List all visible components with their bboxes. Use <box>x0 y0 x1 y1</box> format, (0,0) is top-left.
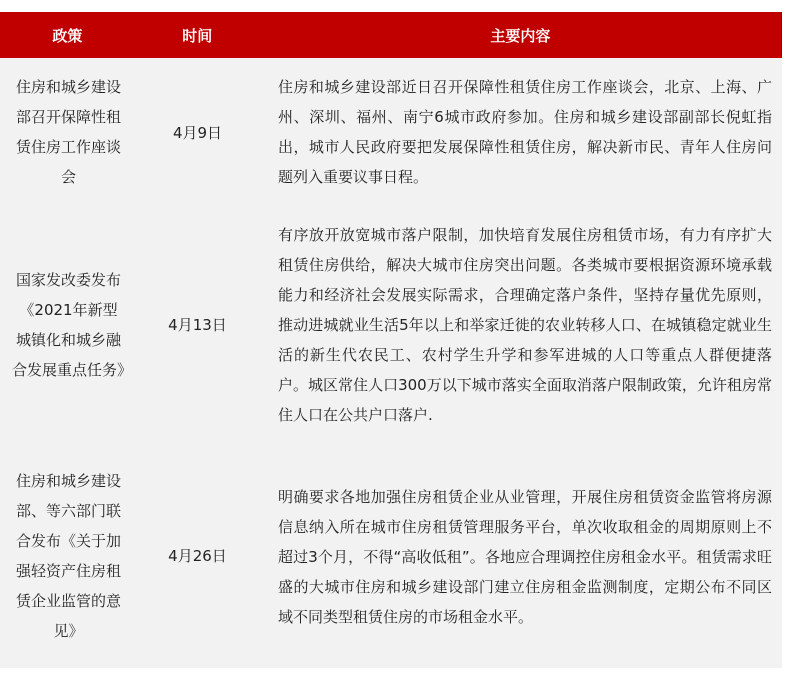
table-row <box>0 206 782 443</box>
table-row <box>0 58 782 206</box>
content-cell: 有序放开放宽城市落户限制，加快培育发展住房租赁市场，有力有序扩大租赁住房供给，解决大城市住房突出问题。各类城市要根据资源环境承载能力和经济社会发展实际需求，合理确定落户条件，坚持存量优先原则，推动进城就业生活5年以上和举家迁徙的农业转移人口、在城镇稳定就业生活的新生代农民工、农村学生升学和参军进城的人口等重点人群便捷落户。城区常住人口300万以下城市落实全面取消落户限制政策，允许租房常住人口在公共户口落户. <box>278 225 772 424</box>
policy-cell: 住房和城乡建设部、等六部门联合发布《关于加强轻资产住房租赁企业监管的意见》 <box>15 471 121 640</box>
table-header <box>0 12 782 58</box>
content-cell: 住房和城乡建设部近日召开保障性租赁住房工作座谈会，北京、上海、广州、深圳、福州、南宁6城市政府参加。住房和城乡建设部副部长倪虹指出，城市人民政府要把发展保障性租赁住房，解决新市民、青年人住房问题列入重要议事日程。 <box>278 78 772 186</box>
header-policy: 政策 <box>52 26 83 45</box>
header-date: 时间 <box>182 26 213 45</box>
date-cell: 4月26日 <box>168 547 227 565</box>
policy-cell: 国家发改委发布《2021年新型城镇化和城乡融合发展重点任务》 <box>12 270 133 379</box>
policy-table <box>0 12 782 668</box>
date-cell: 4月9日 <box>172 123 223 142</box>
content-cell: 明确要求各地加强住房租赁企业从业管理，开展住房租赁资金监管将房源信息纳入所在城市住房租赁管理服务平台，单次收取租金的周期原则上不超过3个月，不得“高收低租”。各地应合理调控住房租金水平。租赁需求旺盛的大城市住房和城乡建设部门建立住房租金监测制度，定期公布不同区域不同类型租赁住房的市场租金水平。 <box>278 487 772 626</box>
table-row <box>0 443 782 668</box>
header-content: 主要内容 <box>490 26 551 45</box>
policy-cell: 住房和城乡建设部召开保障性租赁住房工作座谈会 <box>15 78 121 186</box>
date-cell: 4月13日 <box>168 316 227 334</box>
